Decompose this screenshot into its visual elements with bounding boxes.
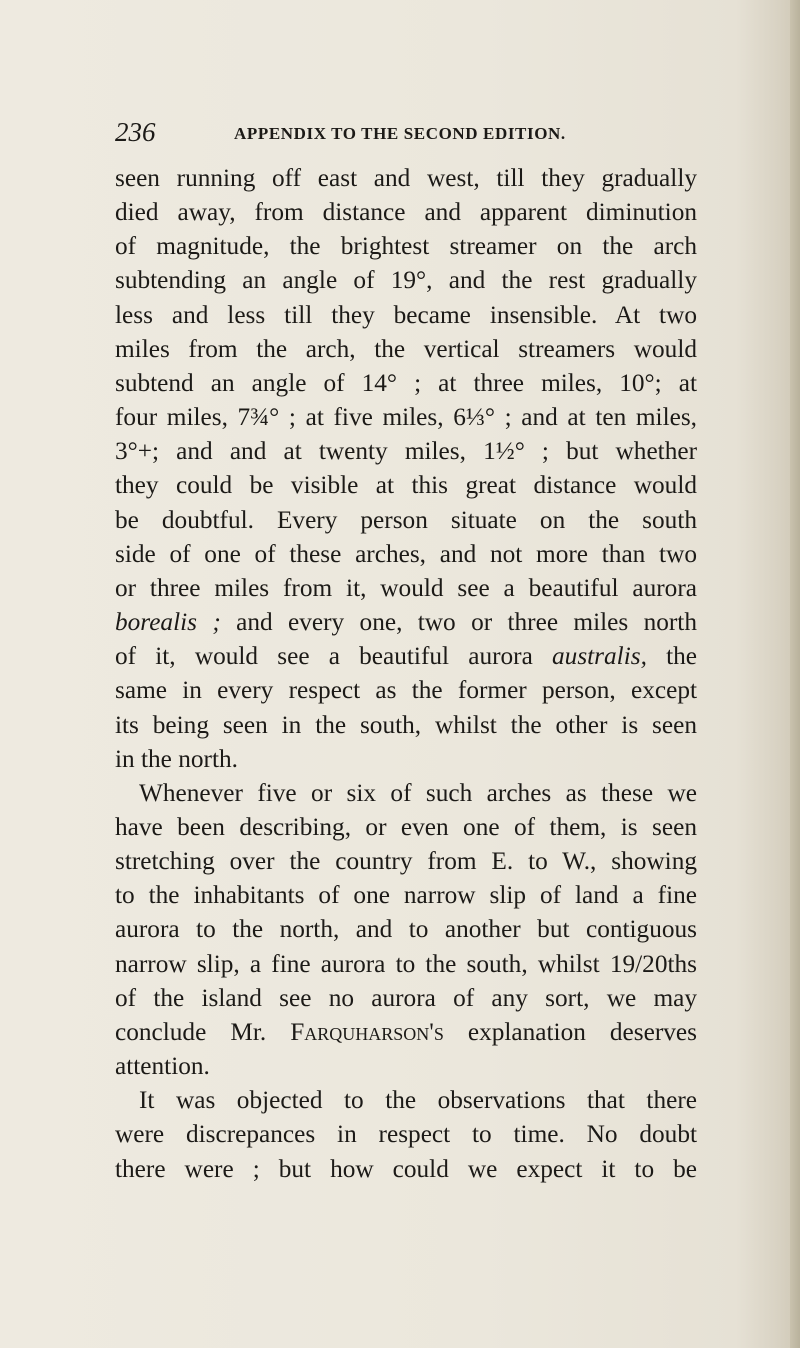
italic-term: australis, bbox=[552, 642, 647, 671]
text-line: there were ; but how could we expect it to be bbox=[115, 1154, 697, 1183]
text-line: have been describing, or even one of them, is seen bbox=[115, 812, 697, 841]
text-line: or three miles from it, would see a beautiful aurora bbox=[115, 573, 697, 602]
text-segment: of it, would see a beautiful aurora bbox=[115, 642, 553, 671]
text-line: seen running off east and west, till they gradually bbox=[115, 164, 697, 192]
text-line: of magnitude, the brightest streamer on the arch bbox=[115, 232, 697, 261]
text-line: its being seen in the south, whilst the other is seen bbox=[115, 710, 697, 739]
paragraph-1 bbox=[115, 161, 697, 776]
text-line: subtend an angle of 14° ; at three miles, 10°; at bbox=[115, 368, 697, 397]
text-line: be doubtful. Every person situate on the south bbox=[115, 505, 697, 534]
text-line: stretching over the country from E. to W., showing bbox=[115, 847, 697, 876]
text-line: they could be visible at this great distance would bbox=[115, 471, 697, 500]
text-line: died away, from distance and apparent diminution bbox=[115, 198, 697, 227]
text-line: narrow slip, a fine aurora to the south, whilst 19/20ths bbox=[115, 949, 697, 978]
text-line: attention. bbox=[115, 1052, 210, 1081]
body-text bbox=[115, 161, 697, 1186]
text-segment: and every one, two or three miles north bbox=[220, 608, 697, 637]
italic-term: borealis ; bbox=[115, 608, 221, 637]
text-line: were discrepances in respect to time. No doubt bbox=[115, 1120, 697, 1149]
text-line bbox=[115, 605, 697, 639]
text-line: side of one of these arches, and not more than two bbox=[115, 539, 697, 568]
text-line: 3°+; and and at twenty miles, 1½° ; but whether bbox=[115, 437, 697, 466]
running-head: APPENDIX TO THE SECOND EDITION. bbox=[234, 124, 566, 143]
text-line bbox=[115, 1015, 697, 1049]
text-line: in the north. bbox=[115, 744, 238, 773]
small-caps-name: Farquharson's bbox=[290, 1017, 444, 1046]
page-edge bbox=[790, 0, 800, 1348]
text-line: It was objected to the observations that there bbox=[139, 1086, 697, 1115]
text-line: of the island see no aurora of any sort, we may bbox=[115, 983, 697, 1012]
text-line: Whenever five or six of such arches as these we bbox=[139, 778, 697, 807]
text-line: subtending an angle of 19°, and the rest gradually bbox=[115, 266, 697, 295]
text-line bbox=[115, 639, 697, 673]
page-number: 236 bbox=[115, 117, 156, 147]
text-line: same in every respect as the former person, except bbox=[115, 676, 697, 705]
text-line: less and less till they became insensible. At two bbox=[115, 300, 697, 329]
paragraph-2 bbox=[115, 776, 697, 1083]
text-line: to the inhabitants of one narrow slip of land a fine bbox=[115, 881, 697, 910]
text-segment: conclude Mr. bbox=[115, 1017, 291, 1046]
text-line: aurora to the north, and to another but contiguous bbox=[115, 915, 697, 944]
paragraph-3 bbox=[115, 1083, 697, 1185]
text-line: miles from the arch, the vertical streamers would bbox=[115, 334, 697, 363]
text-line: four miles, 7¾° ; at five miles, 6⅓° ; and at ten miles, bbox=[115, 403, 697, 432]
text-segment: explanation deserves bbox=[443, 1017, 697, 1046]
text-segment: the bbox=[646, 642, 697, 671]
